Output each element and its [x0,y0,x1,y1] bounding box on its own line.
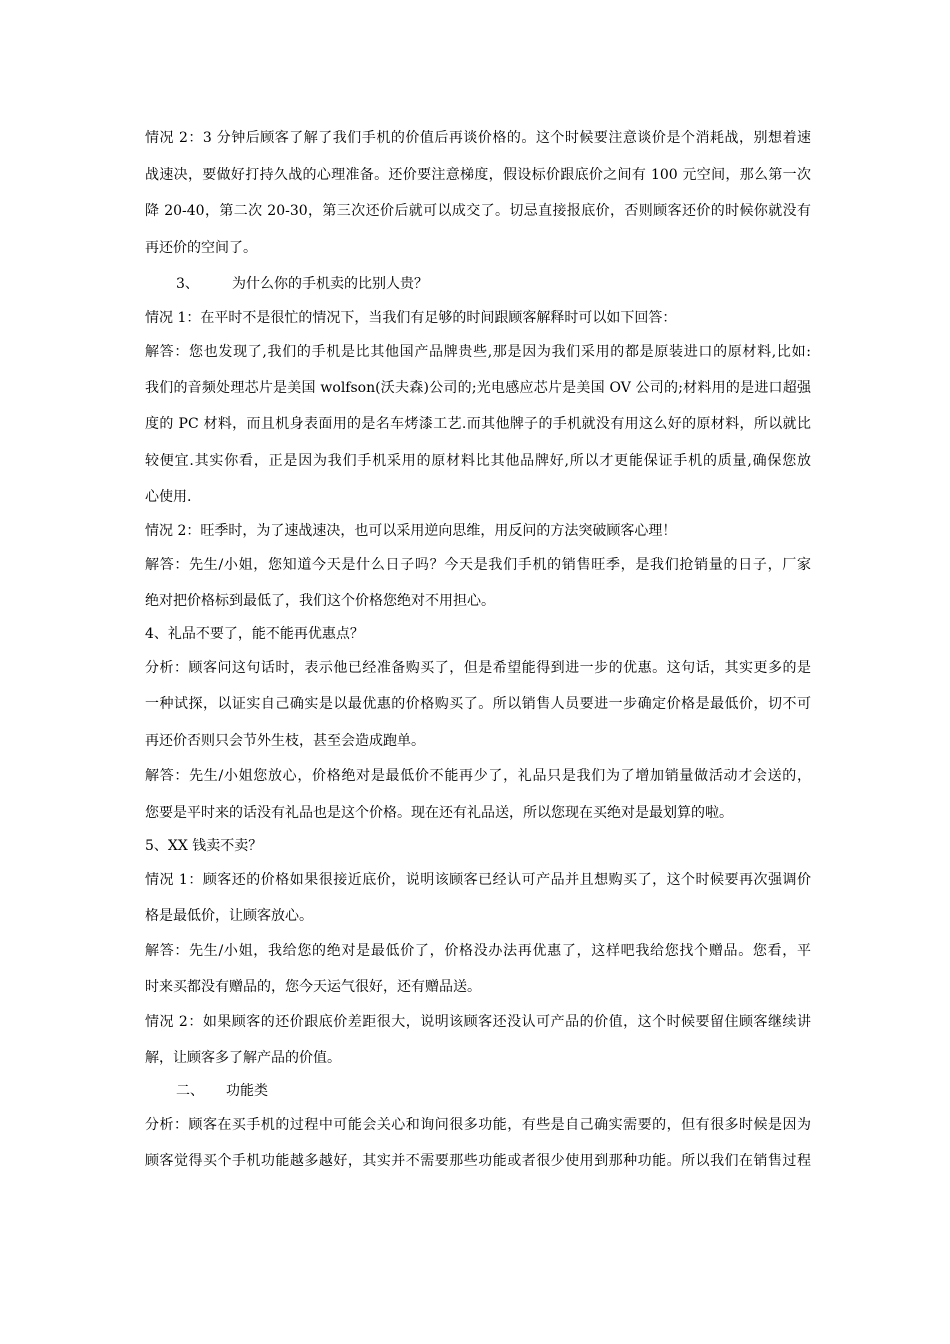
paragraph-line: 解答：先生/小姐，您知道今天是什么日子吗？今天是我们手机的销售旺季，是我们抢销量的日子，厂家 [145,557,811,573]
paragraph-line: 解答：先生/小姐您放心，价格绝对是最低价不能再少了，礼品只是我们为了增加销量做活动才会送的， [145,768,811,784]
paragraph-line: 度的 PC 材料，而且机身表面用的是名车烤漆工艺.而其他牌子的手机就没有用这么好的原材料，所以就比 [145,416,811,432]
paragraph-line: 5、XX 钱卖不卖？ [145,838,263,854]
paragraph-line: 再还价否则只会节外生枝，甚至会造成跑单。 [145,733,425,749]
paragraph-line: 格是最低价，让顾客放心。 [145,908,313,924]
paragraph-line: 分析：顾客问这句话时，表示他已经准备购买了，但是希望能得到进一步的优惠。这句话，其实更多的是 [145,660,811,676]
paragraph-line: 再还价的空间了。 [145,240,257,256]
section-heading: 为什么你的手机卖的比别人贵？ [232,276,428,292]
paragraph-line: 心使用. [145,489,192,505]
paragraph-line: 情况 2：3 分钟后顾客了解了我们手机的价值后再谈价格的。这个时候要注意谈价是个消耗战，别想着速 [145,130,811,146]
paragraph-line: 情况 2：旺季时，为了速战速决，也可以采用逆向思维，用反问的方法突破顾客心理！ [145,523,677,539]
paragraph-line: 降 20-40，第二次 20-30，第三次还价后就可以成交了。切忌直接报底价，否则顾客还价的时候你就没有 [145,203,811,219]
paragraph-line: 一种试探，以证实自己确实是以最优惠的价格购买了。所以销售人员要进一步确定价格是最低价，切不可 [145,696,811,712]
paragraph-line: 时来买都没有赠品的，您今天运气很好，还有赠品送。 [145,979,481,995]
paragraph-line: 战速决，要做好打持久战的心理准备。还价要注意梯度，假设标价跟底价之间有 100 元空间，那么第一次 [145,167,811,183]
paragraph-line: 情况 1：在平时不是很忙的情况下，当我们有足够的时间跟顾客解释时可以如下回答： [145,310,677,326]
paragraph-line: 解，让顾客多了解产品的价值。 [145,1050,341,1066]
paragraph-line: 您要是平时来的话没有礼品也是这个价格。现在还有礼品送，所以您现在买绝对是最划算的啦。 [145,805,733,821]
paragraph-line: 情况 2：如果顾客的还价跟底价差距很大，说明该顾客还没认可产品的价值，这个时候要留住顾客继续讲 [145,1014,811,1030]
section-heading: 功能类 [226,1083,268,1099]
section-number: 二、 [176,1083,204,1099]
paragraph-line: 绝对把价格标到最低了，我们这个价格您绝对不用担心。 [145,593,495,609]
paragraph-line: 情况 1：顾客还的价格如果很接近底价，说明该顾客已经认可产品并且想购买了，这个时候要再次强调价 [145,872,811,888]
paragraph-line: 分析：顾客在买手机的过程中可能会关心和询问很多功能，有些是自己确实需要的，但有很多时候是因为 [145,1117,811,1133]
paragraph-line: 我们的音频处理芯片是美国 wolfson(沃夫森)公司的;光电感应芯片是美国 OV 公司的;材料用的是进口超强 [145,380,811,396]
paragraph-line: 解答：先生/小姐，我给您的绝对是最低价了，价格没办法再优惠了，这样吧我给您找个赠品。您看，平 [145,943,811,959]
paragraph-line: 解答：您也发现了,我们的手机是比其他国产品牌贵些,那是因为我们采用的都是原装进口的原材料,比如: [145,344,811,360]
paragraph-line: 4、礼品不要了，能不能再优惠点？ [145,626,364,642]
section-number: 3、 [176,276,199,292]
paragraph-line: 较便宜.其实你看，正是因为我们手机采用的原材料比其他品牌好,所以才更能保证手机的质量,确保您放 [145,453,811,469]
paragraph-line: 顾客觉得买个手机功能越多越好，其实并不需要那些功能或者很少使用到那种功能。所以我们在销售过程 [145,1153,811,1169]
